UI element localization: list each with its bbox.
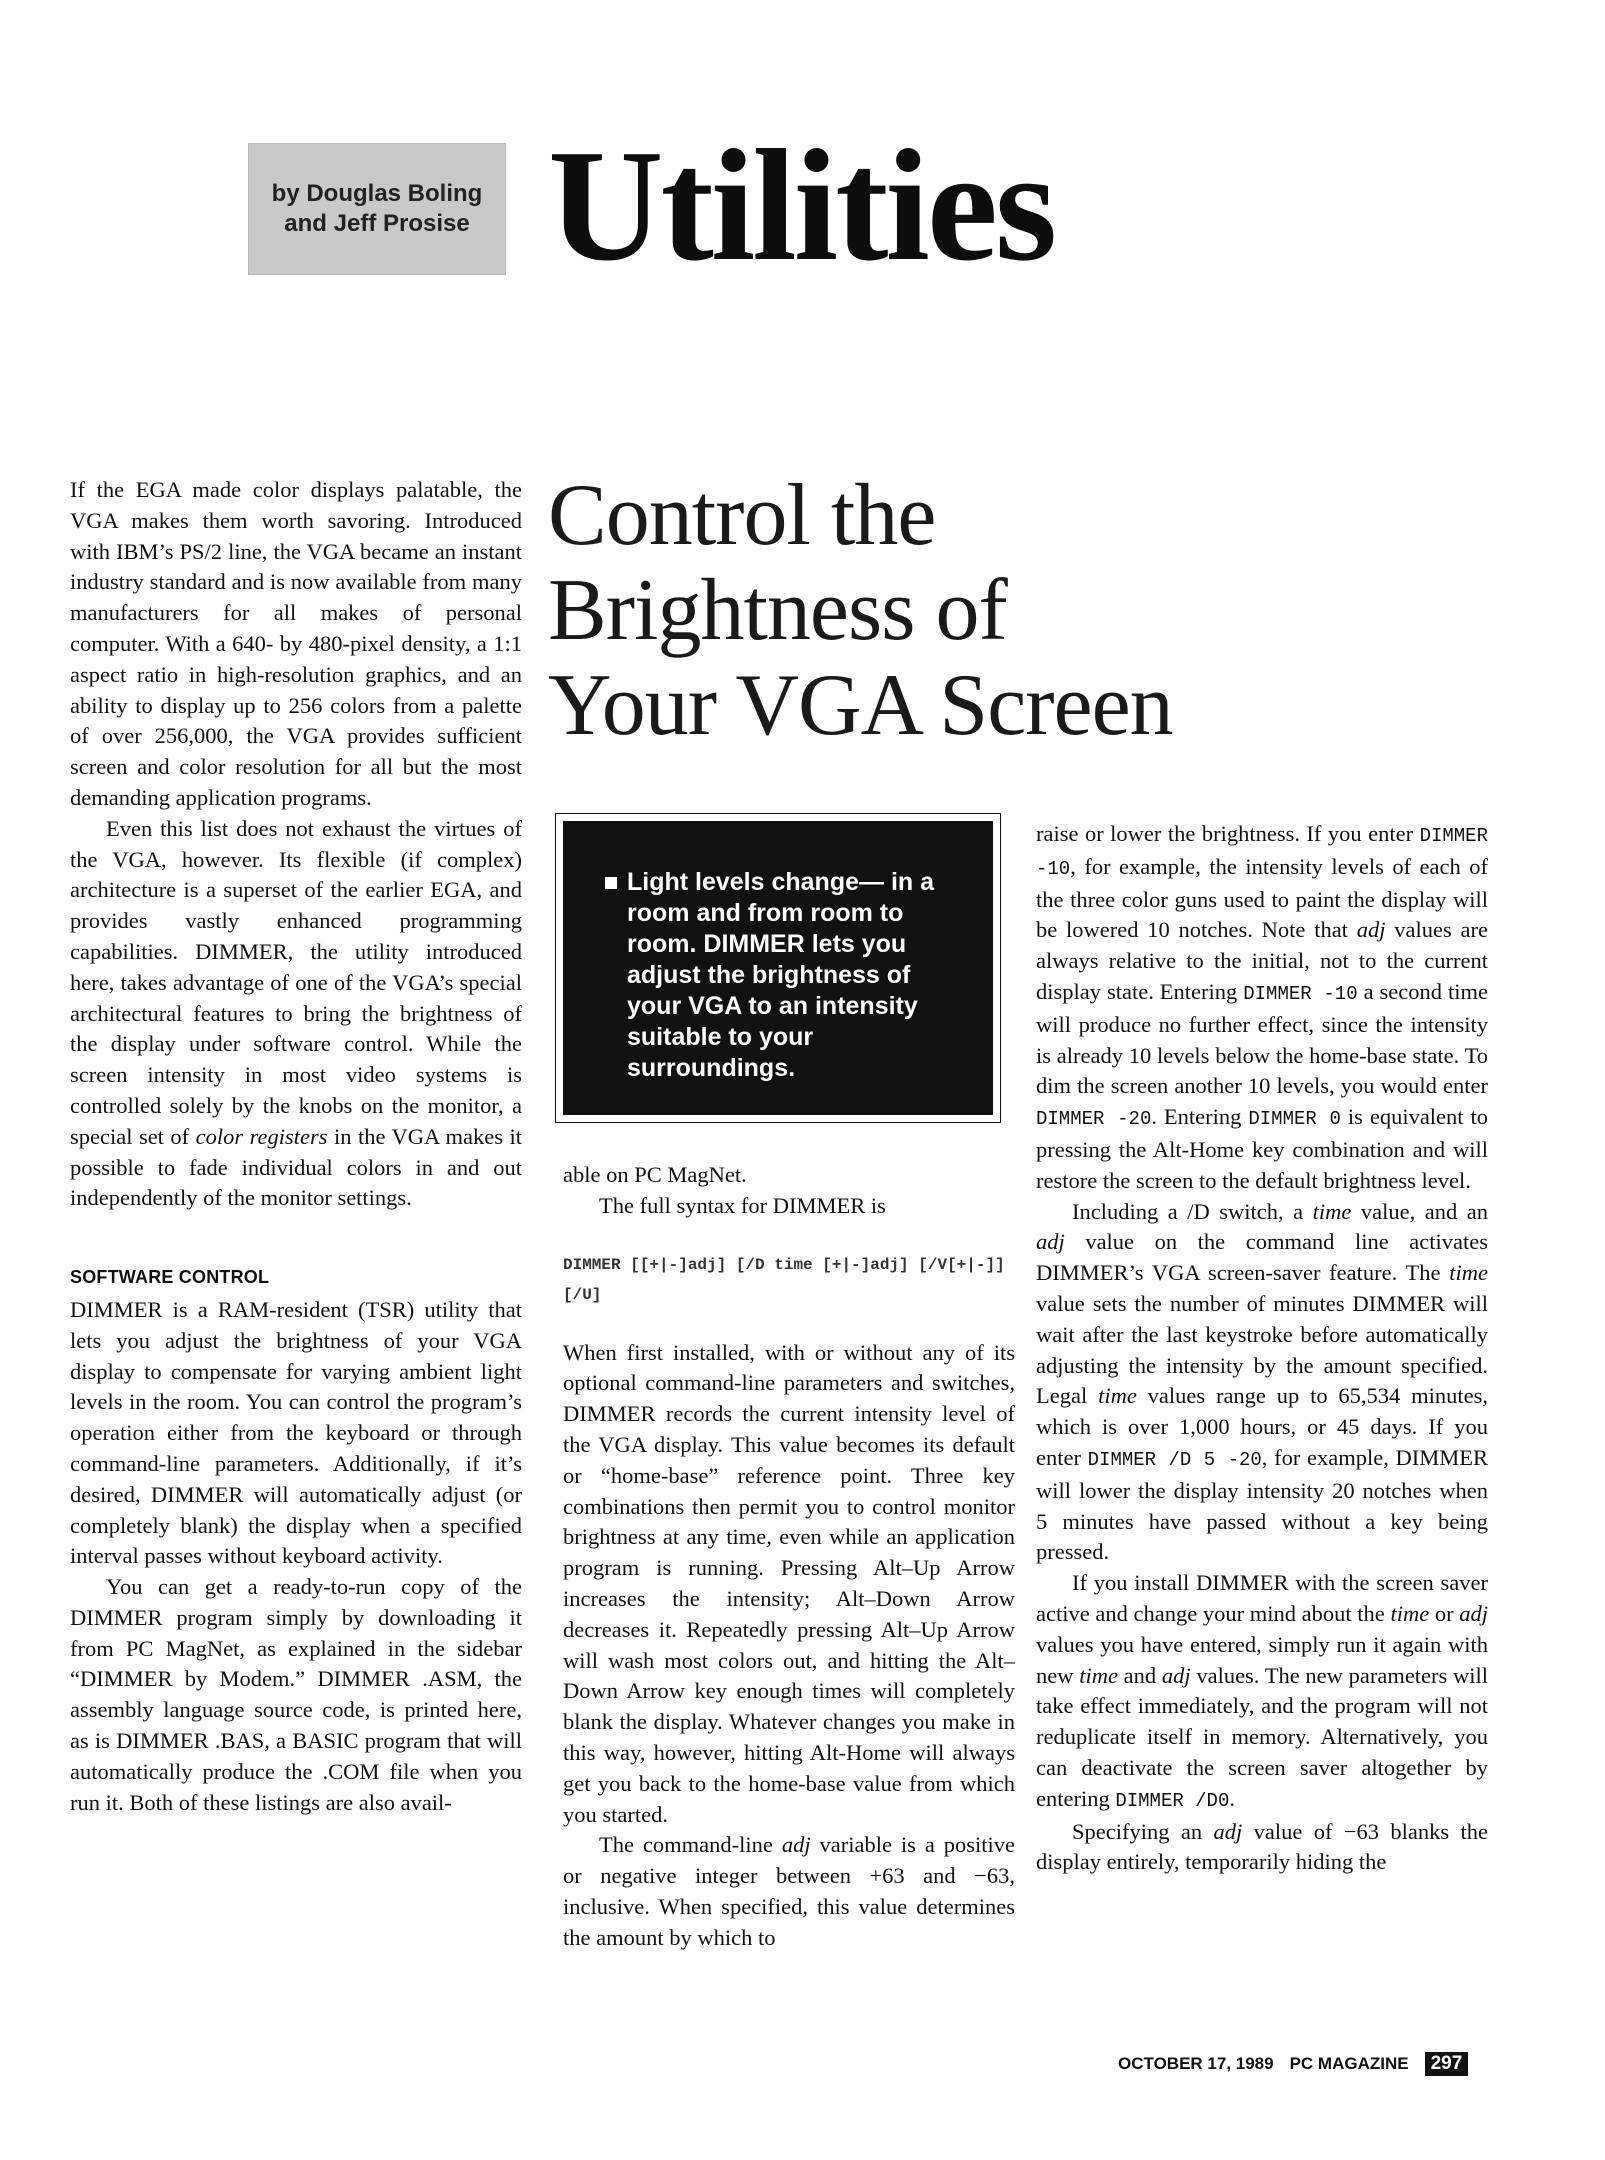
- paragraph: DIMMER is a RAM-resident (TSR) utility that lets you adjust the brightness of your VGA display to compensate for varying ambient light levels in the room. You can control the program’s operation either from the keyboard or through command-line parameters. Additionally, if it’s desired, DIMMER will automatically adjust (or completely blank) the display when a specified interval passes without keyboard activity.: [70, 1296, 522, 1569]
- column-1: [70, 475, 522, 1818]
- headline-line-2: Brightness of: [548, 562, 1007, 659]
- column-3: [1036, 819, 1488, 1878]
- section-title: Utilities: [548, 116, 1055, 294]
- paragraph: Even this list does not exhaust the virtues of the VGA, however. Its flexible (if complex) architecture is a superset of the earlier EGA, and provides vastly enhanced programming capabilities. DIMMER, the utility introduced here, takes advantage of one of the VGA’s special architectural features to bring the brightness of the display under software control. While the screen intensity in most video systems is controlled solely by the knobs on the monitor, a special set of color registers in the VGA makes it possible to fade individual colors in and out independently of the monitor settings.: [70, 815, 522, 1211]
- column-2: [563, 1160, 1015, 1954]
- paragraph: Specifying an adj value of −63 blanks the display entirely, temporarily hiding the: [1036, 1818, 1488, 1875]
- pull-quote-text: Light levels change— in a room and from room to room. DIMMER lets you adjust the brightness of your VGA to an intensity suitable to your surroundings.: [627, 868, 935, 1082]
- page-footer: [1118, 2051, 1468, 2077]
- paragraph: raise or lower the brightness. If you enter DIMMER -10, for example, the intensity levels of each of the three color guns used to paint the display will be lowered 10 notches. Note that adj values are always relative to the initial, not to the current display state. Entering DIMMER -10 a second time will produce no further effect, since the intensity is already 10 levels below the home-base state. To dim the screen another 10 levels, you would enter DIMMER -20. Entering DIMMER 0 is equivalent to pressing the Alt-Home key combination and will restore the screen to the default brightness level.: [1036, 821, 1488, 1193]
- headline-line-1: Control the: [548, 467, 936, 564]
- headline-line-3: Your VGA Screen: [548, 657, 1173, 754]
- paragraph: able on PC MagNet.: [563, 1162, 747, 1187]
- subhead-software-control: SOFTWARE CONTROL: [70, 1267, 270, 1288]
- pull-quote-box: [555, 813, 1001, 1123]
- issue-date: OCTOBER 17, 1989: [1118, 2054, 1274, 2073]
- byline-box: [248, 143, 506, 275]
- paragraph: The command-line adj variable is a positive or negative integer between +63 and −63, inclusive. When specified, this value determines the amount by which to: [563, 1832, 1015, 1950]
- paragraph: The full syntax for DIMMER is: [599, 1192, 886, 1218]
- magazine-name: PC MAGAZINE: [1289, 2054, 1409, 2073]
- syntax-block: DIMMER [[+|-]adj] [/D time [+|-]adj] [/V[+|-]] [/U]: [563, 1255, 1005, 1304]
- paragraph: If you install DIMMER with the screen saver active and change your mind about the time or adj values you have entered, simply run it again with new time and adj values. The new parameters will take effect immediately, and the program will not reduplicate itself in memory. Alternatively, you can deactivate the screen saver altogether by entering DIMMER /D0.: [1036, 1570, 1488, 1812]
- paragraph: If the EGA made color displays palatable, the VGA makes them worth savoring. Introduced with IBM’s PS/2 line, the VGA became an instant industry standard and is now available from many manufacturers for all makes of personal computer. With a 640- by 480-pixel density, a 1:1 aspect ratio in high-resolution graphics, and an ability to display up to 256 colors from a palette of over 256,000, the VGA provides sufficient screen and color resolution for all but the most demanding application programs.: [70, 477, 522, 810]
- paragraph: When first installed, with or without any of its optional command-line parameters and switches, DIMMER records the current intensity level of the VGA display. This value becomes its default or “home-base” reference point. Three key combinations then permit you to control monitor brightness at any time, even while an application program is running. Pressing Alt–Up Arrow increases the intensity; Alt–Down Arrow decreases it. Repeatedly pressing Alt–Up Arrow will wash most colors out, and hitting the Alt–Down Arrow key enough times will completely blank the display. Whatever changes you make in this way, however, hitting Alt-Home will always get you back to the home-base value from which you started.: [563, 1339, 1015, 1827]
- byline-line-1: by Douglas Boling: [271, 180, 483, 207]
- article-headline: [548, 468, 1548, 753]
- paragraph: You can get a ready-to-run copy of the DIMMER program simply by downloading it from PC MagNet, as explained in the sidebar “DIMMER by Modem.” DIMMER .ASM, the assembly language source code, is printed here, as is DIMMER .BAS, a BASIC program that will automatically produce the .COM file when you run it. Both of these listings are also avail-: [70, 1574, 522, 1815]
- byline-line-2: and Jeff Prosise: [284, 210, 470, 237]
- paragraph: Including a /D switch, a time value, and an adj value on the command line activates DIMMER’s VGA screen-saver feature. The time value sets the number of minutes DIMMER will wait after the last keystroke before automatically adjusting the intensity by the amount specified. Legal time values range up to 65,534 minutes, which is over 1,000 hours, or 45 days. If you enter DIMMER /D 5 -20, for example, DIMMER will lower the display intensity 20 notches when 5 minutes have passed without a key being pressed.: [1036, 1198, 1489, 1565]
- bullet-square-icon: [605, 877, 617, 889]
- page-number: 297: [1425, 2052, 1469, 2076]
